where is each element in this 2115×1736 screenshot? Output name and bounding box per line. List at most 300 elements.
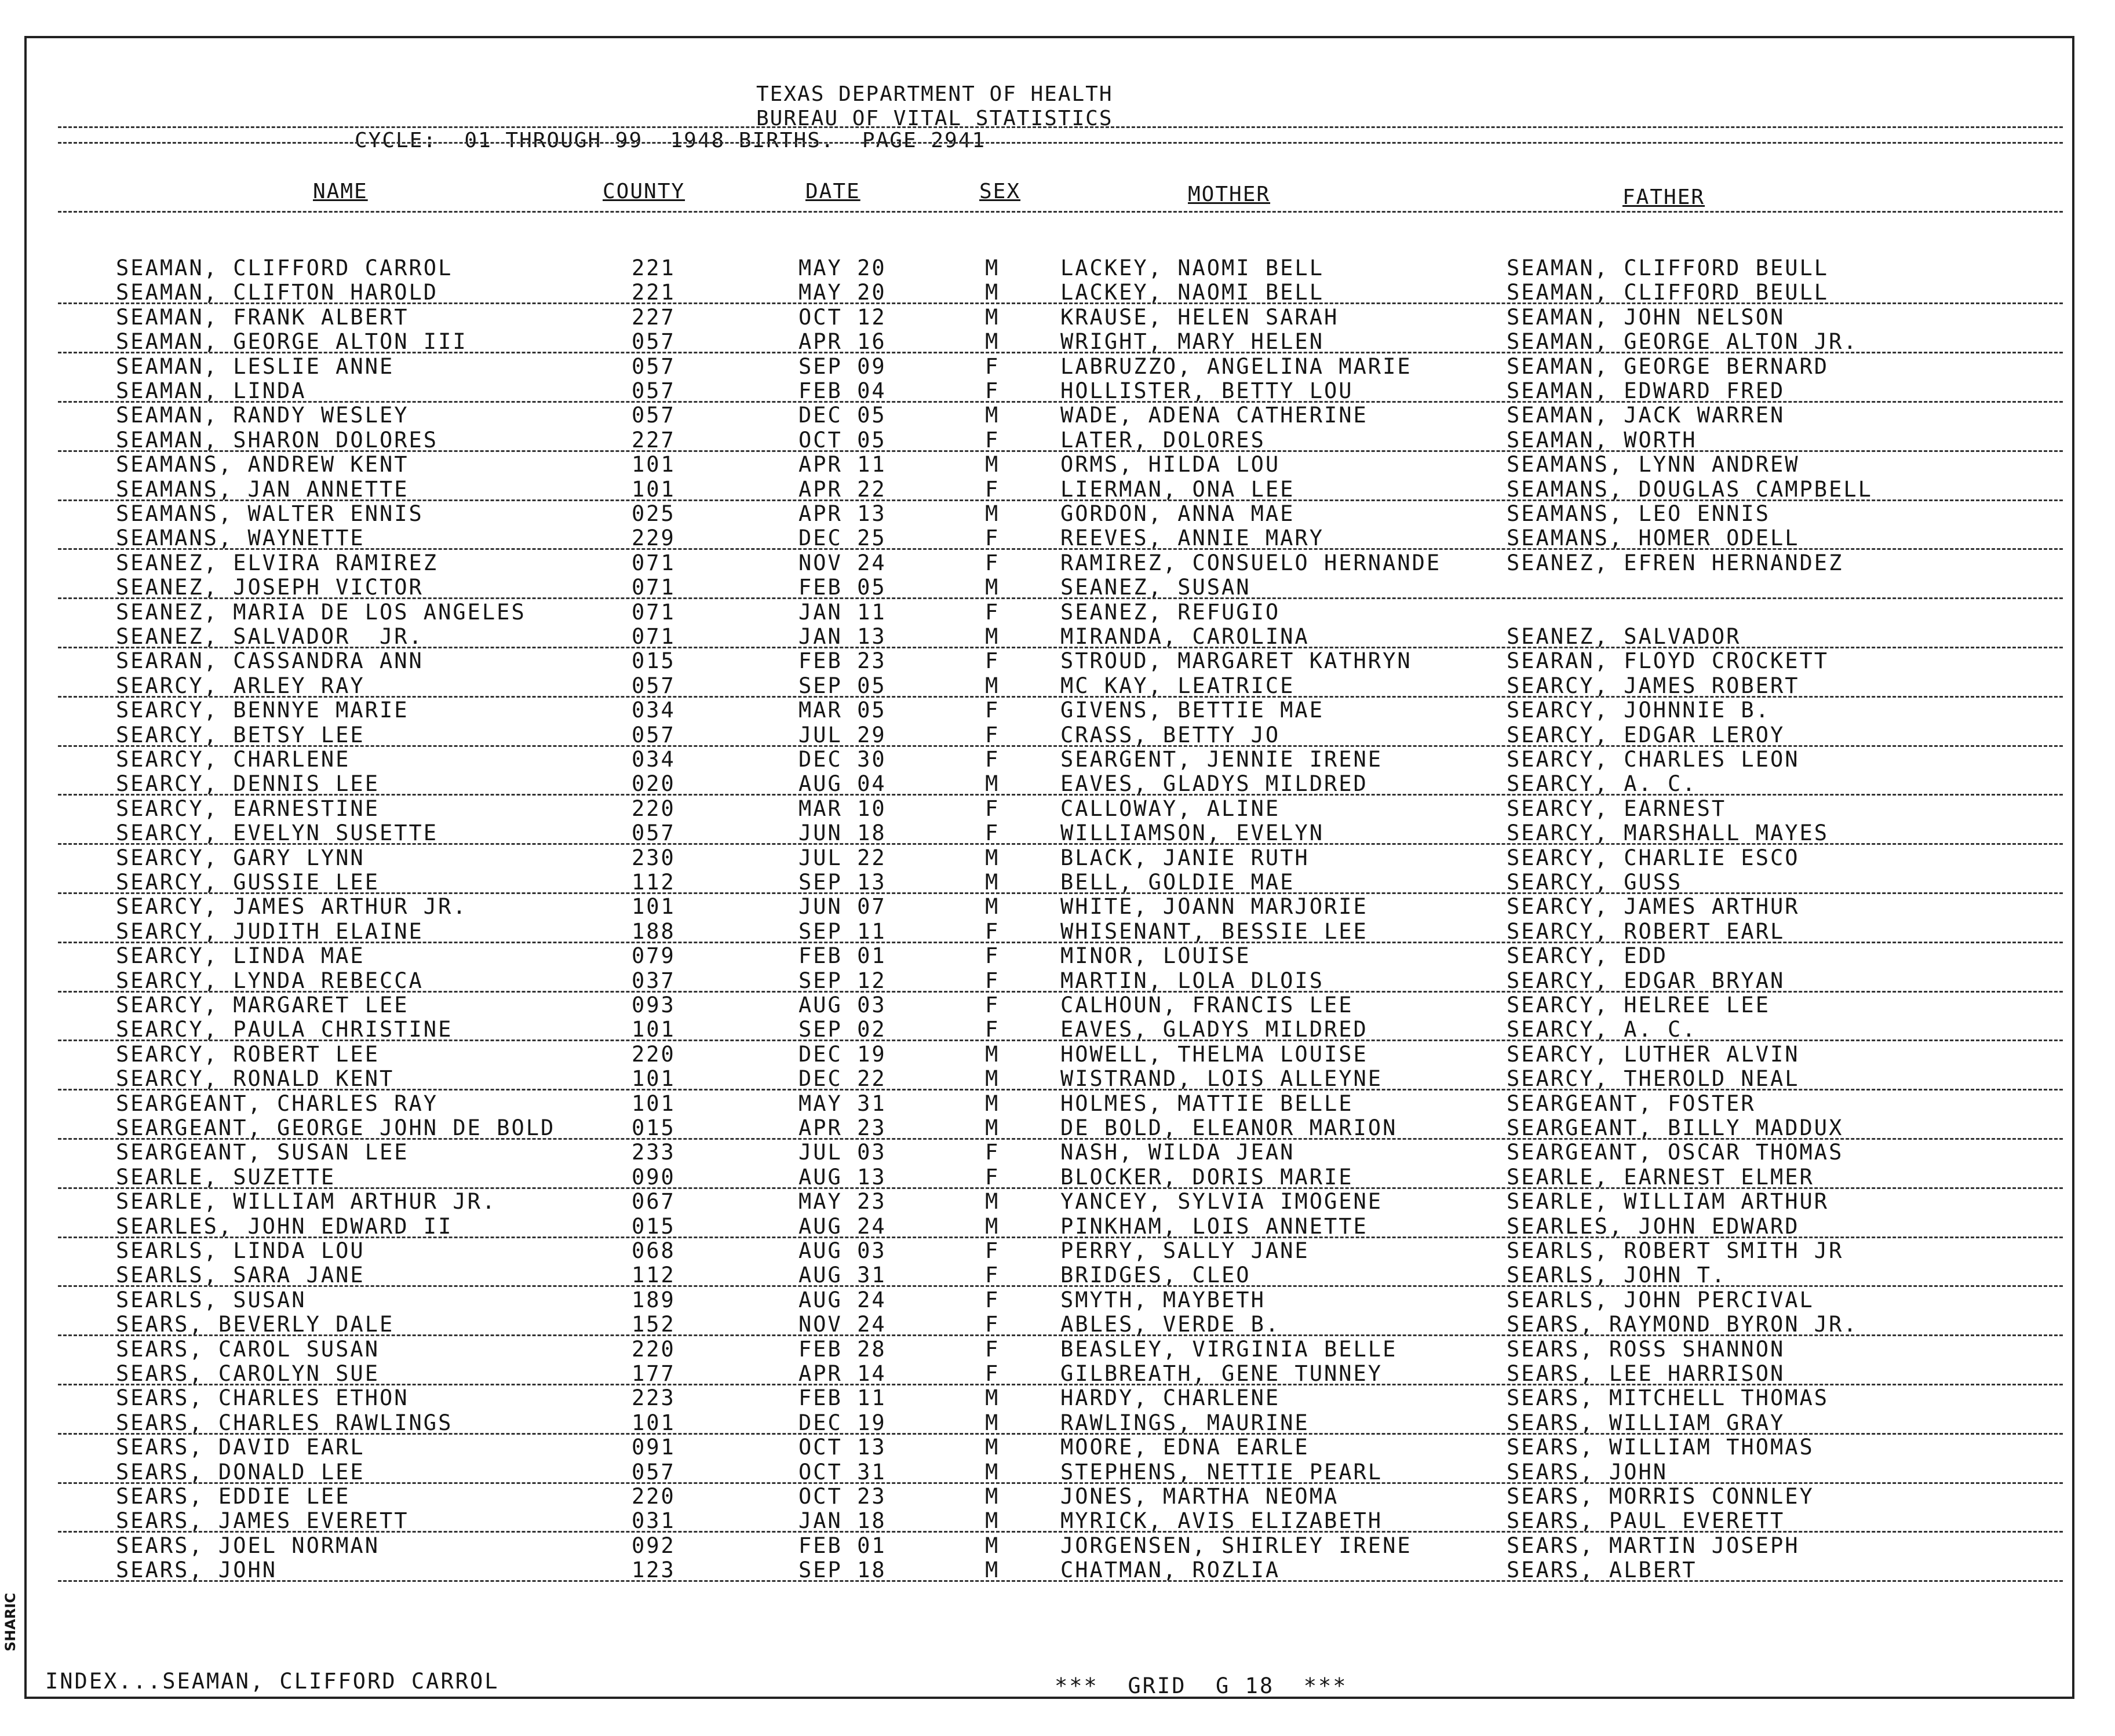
cell-county: 015 (632, 1213, 676, 1239)
cell-father: SEARCY, MARSHALL MAYES (1507, 820, 1829, 846)
cell-date: APR 13 (798, 501, 887, 526)
cell-mother: BELL, GOLDIE MAE (1060, 870, 1295, 895)
cell-name: SEANEZ, JOSEPH VICTOR (116, 575, 424, 600)
cell-county: 220 (632, 796, 676, 821)
cell-date: OCT 23 (798, 1484, 887, 1509)
cell-father: SEARCY, EDGAR BRYAN (1507, 968, 1785, 993)
cell-father: SEARS, ROSS SHANNON (1507, 1336, 1785, 1362)
table-row (0, 747, 2115, 772)
cell-date: MAY 20 (798, 256, 887, 280)
cell-mother: NASH, WILDA JEAN (1060, 1140, 1295, 1165)
cell-date: FEB 05 (798, 575, 887, 600)
row-rule (58, 548, 2063, 550)
cell-name: SEARCY, MARGARET LEE (116, 993, 409, 1017)
cell-county: 101 (632, 894, 676, 920)
cell-date: DEC 30 (798, 747, 887, 772)
cell-sex: M (985, 280, 1000, 305)
cell-county: 220 (632, 1336, 676, 1362)
table-row (0, 674, 2115, 698)
cell-mother: STEPHENS, NETTIE PEARL (1060, 1459, 1383, 1485)
cell-father: SEARS, PAUL EVERETT (1507, 1508, 1785, 1534)
cell-date: OCT 31 (798, 1459, 887, 1485)
cell-county: 092 (632, 1533, 676, 1558)
cell-sex: F (985, 820, 1000, 846)
header-bureau: BUREAU OF VITAL STATISTICS (756, 107, 1113, 130)
cell-county: 071 (632, 575, 676, 600)
cell-date: AUG 24 (798, 1287, 887, 1312)
cell-county: 220 (632, 1484, 676, 1509)
cell-name: SEAMAN, CLIFTON HAROLD (116, 280, 439, 305)
cell-name: SEAMANS, WAYNETTE (116, 526, 365, 551)
table-row (0, 1092, 2115, 1116)
cell-father: SEARS, WILLIAM THOMAS (1507, 1435, 1814, 1460)
cell-sex: M (985, 673, 1000, 698)
table-row (0, 944, 2115, 968)
table-row (0, 870, 2115, 895)
cell-mother: EAVES, GLADYS MILDRED (1060, 1017, 1368, 1042)
cell-mother: WADE, ADENA CATHERINE (1060, 403, 1368, 428)
cell-date: AUG 03 (798, 993, 887, 1017)
cell-father: SEAMANS, LYNN ANDREW (1507, 452, 1800, 477)
cell-sex: F (985, 599, 1000, 625)
cell-mother: STROUD, MARGARET KATHRYN (1060, 648, 1412, 674)
table-row (0, 1312, 2115, 1337)
table-row (0, 969, 2115, 993)
table-row (0, 502, 2115, 526)
table-row (0, 920, 2115, 944)
cell-father: SEARS, LEE HARRISON (1507, 1361, 1785, 1386)
table-row (0, 575, 2115, 600)
cell-mother: GILBREATH, GENE TUNNEY (1060, 1361, 1383, 1386)
cell-county: 101 (632, 476, 676, 502)
cell-sex: F (985, 1140, 1000, 1165)
cell-sex: M (985, 1115, 1000, 1140)
cell-mother: WHITE, JOANN MARJORIE (1060, 894, 1368, 920)
table-row (0, 797, 2115, 821)
cell-mother: HARDY, CHARLENE (1060, 1385, 1281, 1411)
cell-mother: PINKHAM, LOIS ANNETTE (1060, 1213, 1368, 1239)
table-row (0, 846, 2115, 870)
cell-mother: SEANEZ, SUSAN (1060, 575, 1251, 600)
cell-county: 123 (632, 1558, 676, 1583)
cell-name: SEARLS, SARA JANE (116, 1263, 365, 1288)
cell-date: OCT 12 (798, 304, 887, 330)
table-row (0, 1534, 2115, 1558)
cell-father: SEARCY, A. C. (1507, 771, 1697, 797)
cell-mother: JONES, MARTHA NEOMA (1060, 1484, 1339, 1509)
cell-father: SEARCY, EDD (1507, 943, 1668, 969)
table-row (0, 1042, 2115, 1067)
cell-county: 037 (632, 968, 676, 993)
cell-father: SEAMAN, JOHN NELSON (1507, 304, 1785, 330)
cell-name: SEARCY, ARLEY RAY (116, 673, 365, 698)
cell-father: SEARLE, EARNEST ELMER (1507, 1164, 1814, 1190)
cell-name: SEARCY, GARY LYNN (116, 845, 365, 870)
side-label: SHARIC (2, 1593, 19, 1651)
cell-father: SEARCY, EARNEST (1507, 796, 1727, 821)
cell-father: SEARCY, JOHNNIE B. (1507, 698, 1770, 723)
cell-county: 025 (632, 501, 676, 526)
row-rule (58, 1334, 2063, 1336)
cell-county: 101 (632, 1091, 676, 1116)
cell-father: SEARCY, JAMES ARTHUR (1507, 894, 1800, 920)
cell-mother: SEANEZ, REFUGIO (1060, 599, 1281, 625)
cell-date: DEC 19 (798, 1410, 887, 1435)
cell-sex: F (985, 550, 1000, 575)
table-row (0, 1288, 2115, 1312)
cell-mother: YANCEY, SYLVIA IMOGENE (1060, 1189, 1383, 1215)
table-row (0, 600, 2115, 625)
cell-sex: M (985, 575, 1000, 600)
cell-name: SEARGEANT, CHARLES RAY (116, 1091, 439, 1116)
cell-county: 057 (632, 329, 676, 355)
cell-name: SEARLE, WILLIAM ARTHUR JR. (116, 1189, 497, 1215)
cell-sex: M (985, 452, 1000, 477)
cell-name: SEARS, CAROL SUSAN (116, 1336, 380, 1362)
cell-date: FEB 23 (798, 648, 887, 674)
cell-mother: REEVES, ANNIE MARY (1060, 526, 1324, 551)
cell-mother: LACKEY, NAOMI BELL (1060, 280, 1324, 305)
cell-date: FEB 01 (798, 1533, 887, 1558)
cell-date: SEP 13 (798, 870, 887, 895)
cell-name: SEARCY, JAMES ARTHUR JR. (116, 894, 468, 920)
cell-date: FEB 04 (798, 378, 887, 403)
cell-county: 233 (632, 1140, 676, 1165)
table-row (0, 305, 2115, 330)
cell-name: SEARGEANT, SUSAN LEE (116, 1140, 409, 1165)
cell-sex: M (985, 870, 1000, 895)
cell-mother: HOLMES, MATTIE BELLE (1060, 1091, 1354, 1116)
cell-father: SEARLS, ROBERT SMITH JR (1507, 1238, 1844, 1263)
cell-father: SEARS, RAYMOND BYRON JR. (1507, 1312, 1858, 1337)
table-row (0, 1558, 2115, 1582)
cell-mother: GIVENS, BETTIE MAE (1060, 698, 1324, 723)
cell-county: 071 (632, 624, 676, 649)
cell-county: 057 (632, 403, 676, 428)
cell-mother: DE BOLD, ELEANOR MARION (1060, 1115, 1398, 1140)
col-father-header: FATHER (1622, 185, 1705, 209)
cell-sex: M (985, 1459, 1000, 1485)
table-row (0, 1215, 2115, 1239)
cell-sex: M (985, 1041, 1000, 1067)
cell-county: 020 (632, 771, 676, 797)
cell-name: SEAMANS, JAN ANNETTE (116, 476, 409, 502)
cell-county: 221 (632, 256, 676, 280)
cell-date: NOV 24 (798, 550, 887, 575)
cell-father: SEARS, WILLIAM GRAY (1507, 1410, 1785, 1435)
cell-sex: F (985, 353, 1000, 379)
cell-county: 015 (632, 648, 676, 674)
cell-county: 057 (632, 353, 676, 379)
cell-sex: F (985, 943, 1000, 969)
row-rule (58, 1089, 2063, 1091)
table-row (0, 895, 2115, 919)
cell-father: SEAMANS, LEO ENNIS (1507, 501, 1770, 526)
cell-date: SEP 12 (798, 968, 887, 993)
cell-county: 177 (632, 1361, 676, 1386)
cell-name: SEARLS, SUSAN (116, 1287, 307, 1312)
cell-county: 112 (632, 870, 676, 895)
cell-mother: WILLIAMSON, EVELYN (1060, 820, 1324, 846)
cell-sex: M (985, 1091, 1000, 1116)
cell-name: SEARCY, DENNIS LEE (116, 771, 380, 797)
cell-sex: M (985, 1558, 1000, 1583)
row-rule (58, 1285, 2063, 1287)
cell-date: SEP 09 (798, 353, 887, 379)
cell-county: 057 (632, 1459, 676, 1485)
cell-name: SEARS, DONALD LEE (116, 1459, 365, 1485)
cell-father: SEARCY, HELREE LEE (1507, 993, 1770, 1017)
table-row (0, 1067, 2115, 1091)
cell-county: 057 (632, 673, 676, 698)
cell-father: SEAMAN, CLIFFORD BEULL (1507, 256, 1829, 280)
cell-date: AUG 03 (798, 1238, 887, 1263)
cell-sex: M (985, 1435, 1000, 1460)
row-rule (58, 597, 2063, 599)
cell-mother: HOLLISTER, BETTY LOU (1060, 378, 1354, 403)
cell-county: 223 (632, 1385, 676, 1411)
cell-county: 057 (632, 378, 676, 403)
cell-sex: M (985, 845, 1000, 870)
cell-mother: CHATMAN, ROZLIA (1060, 1558, 1281, 1583)
cell-mother: LIERMAN, ONA LEE (1060, 476, 1295, 502)
cell-name: SEARCY, BETSY LEE (116, 722, 365, 747)
grid-label: *** GRID G 18 *** (1055, 1673, 1348, 1698)
cell-name: SEARCY, BENNYE MARIE (116, 698, 409, 723)
cell-sex: M (985, 501, 1000, 526)
cell-name: SEARS, JAMES EVERETT (116, 1508, 409, 1534)
table-row (0, 477, 2115, 502)
cell-date: MAY 20 (798, 280, 887, 305)
cell-mother: RAMIREZ, CONSUELO HERNANDE (1060, 550, 1442, 575)
cell-father: SEANEZ, EFREN HERNANDEZ (1507, 550, 1844, 575)
cell-mother: LATER, DOLORES (1060, 427, 1266, 453)
table-row (0, 1017, 2115, 1042)
cell-sex: F (985, 1263, 1000, 1288)
cell-mother: BRIDGES, CLEO (1060, 1263, 1251, 1288)
cell-mother: CRASS, BETTY JO (1060, 722, 1281, 747)
cell-mother: GORDON, ANNA MAE (1060, 501, 1295, 526)
cell-name: SEARS, JOHN (116, 1558, 278, 1583)
cell-sex: F (985, 1312, 1000, 1337)
row-rule (58, 1531, 2063, 1533)
cell-date: JUL 29 (798, 722, 887, 747)
cell-date: APR 23 (798, 1115, 887, 1140)
cell-sex: M (985, 1066, 1000, 1092)
cell-date: DEC 25 (798, 526, 887, 551)
cell-date: SEP 18 (798, 1558, 887, 1583)
cell-sex: F (985, 993, 1000, 1017)
table-row (0, 625, 2115, 649)
cell-county: 090 (632, 1164, 676, 1190)
cell-sex: M (985, 256, 1000, 280)
cell-sex: F (985, 427, 1000, 453)
cell-mother: WRIGHT, MARY HELEN (1060, 329, 1324, 355)
cell-sex: M (985, 1410, 1000, 1435)
cell-name: SEARS, BEVERLY DALE (116, 1312, 395, 1337)
row-rule (58, 1040, 2063, 1041)
cell-sex: F (985, 918, 1000, 944)
cell-father: SEARGEANT, OSCAR THOMAS (1507, 1140, 1844, 1165)
cell-county: 068 (632, 1238, 676, 1263)
cell-name: SEARAN, CASSANDRA ANN (116, 648, 424, 674)
cell-county: 093 (632, 993, 676, 1017)
cell-county: 067 (632, 1189, 676, 1215)
cell-date: OCT 13 (798, 1435, 887, 1460)
cell-name: SEARCY, GUSSIE LEE (116, 870, 380, 895)
table-row (0, 280, 2115, 305)
cell-father: SEARLS, JOHN T. (1507, 1263, 1727, 1288)
cell-county: 071 (632, 599, 676, 625)
header-rule-2 (58, 142, 2063, 144)
cell-name: SEARS, CAROLYN SUE (116, 1361, 380, 1386)
header-title: TEXAS DEPARTMENT OF HEALTH (756, 82, 1113, 106)
cell-county: 101 (632, 1410, 676, 1435)
cell-father: SEARLE, WILLIAM ARTHUR (1507, 1189, 1829, 1215)
cell-mother: PERRY, SALLY JANE (1060, 1238, 1310, 1263)
table-row (0, 1460, 2115, 1485)
cell-sex: M (985, 894, 1000, 920)
cell-county: 227 (632, 427, 676, 453)
table-row (0, 428, 2115, 453)
cell-county: 091 (632, 1435, 676, 1460)
cell-father: SEARGEANT, FOSTER (1507, 1091, 1756, 1116)
cell-father: SEARLES, JOHN EDWARD (1507, 1213, 1800, 1239)
cell-name: SEARCY, EVELYN SUSETTE (116, 820, 439, 846)
col-county-header: COUNTY (603, 180, 685, 203)
cell-date: DEC 22 (798, 1066, 887, 1092)
cell-name: SEAMAN, LESLIE ANNE (116, 353, 395, 379)
cell-mother: SMYTH, MAYBETH (1060, 1287, 1266, 1312)
cell-county: 229 (632, 526, 676, 551)
cell-date: MAY 31 (798, 1091, 887, 1116)
cell-date: SEP 11 (798, 918, 887, 944)
cell-date: AUG 24 (798, 1213, 887, 1239)
cell-name: SEANEZ, ELVIRA RAMIREZ (116, 550, 439, 575)
header-cycle: CYCLE: 01 THROUGH 99 1948 BIRTHS. PAGE 2941 (355, 129, 986, 152)
cell-sex: F (985, 796, 1000, 821)
cell-mother: KRAUSE, HELEN SARAH (1060, 304, 1339, 330)
cell-sex: M (985, 1484, 1000, 1509)
cell-name: SEARCY, LINDA MAE (116, 943, 365, 969)
cell-father: SEAMANS, DOUGLAS CAMPBELL (1507, 476, 1873, 502)
cell-father: SEARCY, CHARLES LEON (1507, 747, 1800, 772)
table-row (0, 379, 2115, 403)
table-row (0, 453, 2115, 477)
cell-mother: CALLOWAY, ALINE (1060, 796, 1281, 821)
cell-name: SEARCY, PAULA CHRISTINE (116, 1017, 453, 1042)
cell-father: SEANEZ, SALVADOR (1507, 624, 1741, 649)
table-row (0, 1509, 2115, 1533)
cell-mother: RAWLINGS, MAURINE (1060, 1410, 1310, 1435)
cell-father: SEARLS, JOHN PERCIVAL (1507, 1287, 1814, 1312)
cell-name: SEAMAN, LINDA (116, 378, 307, 403)
cell-date: APR 14 (798, 1361, 887, 1386)
cell-name: SEARS, JOEL NORMAN (116, 1533, 380, 1558)
cell-name: SEAMAN, GEORGE ALTON III (116, 329, 468, 355)
cell-county: 031 (632, 1508, 676, 1534)
cell-county: 034 (632, 747, 676, 772)
cell-county: 101 (632, 452, 676, 477)
table-row (0, 256, 2115, 280)
header-rule (58, 126, 2063, 128)
cell-father: SEARS, MARTIN JOSEPH (1507, 1533, 1800, 1558)
table-row (0, 1239, 2115, 1263)
table-row (0, 772, 2115, 796)
cell-name: SEARCY, RONALD KENT (116, 1066, 395, 1092)
cell-sex: F (985, 1164, 1000, 1190)
table-row (0, 821, 2115, 845)
cell-name: SEARCY, ROBERT LEE (116, 1041, 380, 1067)
cell-mother: MYRICK, AVIS ELIZABETH (1060, 1508, 1383, 1534)
col-name-header: NAME (313, 180, 368, 203)
cell-mother: LACKEY, NAOMI BELL (1060, 256, 1324, 280)
cell-county: 057 (632, 820, 676, 846)
cell-county: 227 (632, 304, 676, 330)
cell-mother: MARTIN, LOLA DLOIS (1060, 968, 1324, 993)
cell-sex: F (985, 526, 1000, 551)
cell-father: SEAMAN, GEORGE BERNARD (1507, 353, 1829, 379)
cell-name: SEARLS, LINDA LOU (116, 1238, 365, 1263)
cell-date: AUG 04 (798, 771, 887, 797)
cell-county: 220 (632, 1041, 676, 1067)
table-row (0, 330, 2115, 354)
cell-name: SEARLE, SUZETTE (116, 1164, 336, 1190)
cell-mother: BLACK, JANIE RUTH (1060, 845, 1310, 870)
cell-father: SEARCY, ROBERT EARL (1507, 918, 1785, 944)
cell-father: SEARS, ALBERT (1507, 1558, 1697, 1583)
cell-county: 152 (632, 1312, 676, 1337)
cell-mother: MOORE, EDNA EARLE (1060, 1435, 1310, 1460)
table-row (0, 355, 2115, 379)
row-rule (58, 794, 2063, 796)
cell-county: 230 (632, 845, 676, 870)
cell-county: 071 (632, 550, 676, 575)
cell-father: SEARCY, JAMES ROBERT (1507, 673, 1800, 698)
table-row (0, 1362, 2115, 1386)
cell-sex: F (985, 968, 1000, 993)
table-row (0, 1140, 2115, 1165)
cell-sex: F (985, 648, 1000, 674)
cell-father: SEAMAN, JACK WARREN (1507, 403, 1785, 428)
cell-father: SEARCY, CHARLIE ESCO (1507, 845, 1800, 870)
cell-date: FEB 01 (798, 943, 887, 969)
cell-county: 079 (632, 943, 676, 969)
cell-date: APR 22 (798, 476, 887, 502)
cell-date: MAR 05 (798, 698, 887, 723)
cell-sex: F (985, 1287, 1000, 1312)
cell-date: JUN 07 (798, 894, 887, 920)
cell-name: SEAMAN, SHARON DOLORES (116, 427, 439, 453)
col-sex-header: SEX (979, 180, 1021, 203)
cell-father: SEAMAN, GEORGE ALTON JR. (1507, 329, 1858, 355)
cell-date: SEP 05 (798, 673, 887, 698)
cell-father: SEARCY, LUTHER ALVIN (1507, 1041, 1800, 1067)
cell-mother: CALHOUN, FRANCIS LEE (1060, 993, 1354, 1017)
cell-sex: F (985, 1336, 1000, 1362)
table-row (0, 403, 2115, 428)
cell-father: SEARGEANT, BILLY MADDUX (1507, 1115, 1844, 1140)
cell-sex: F (985, 698, 1000, 723)
col-mother-header: MOTHER (1188, 183, 1271, 206)
cell-date: APR 11 (798, 452, 887, 477)
cell-date: OCT 05 (798, 427, 887, 453)
table-row (0, 526, 2115, 550)
table-row (0, 1116, 2115, 1140)
cell-sex: M (985, 1189, 1000, 1215)
cell-date: JAN 11 (798, 599, 887, 625)
cell-sex: F (985, 1361, 1000, 1386)
